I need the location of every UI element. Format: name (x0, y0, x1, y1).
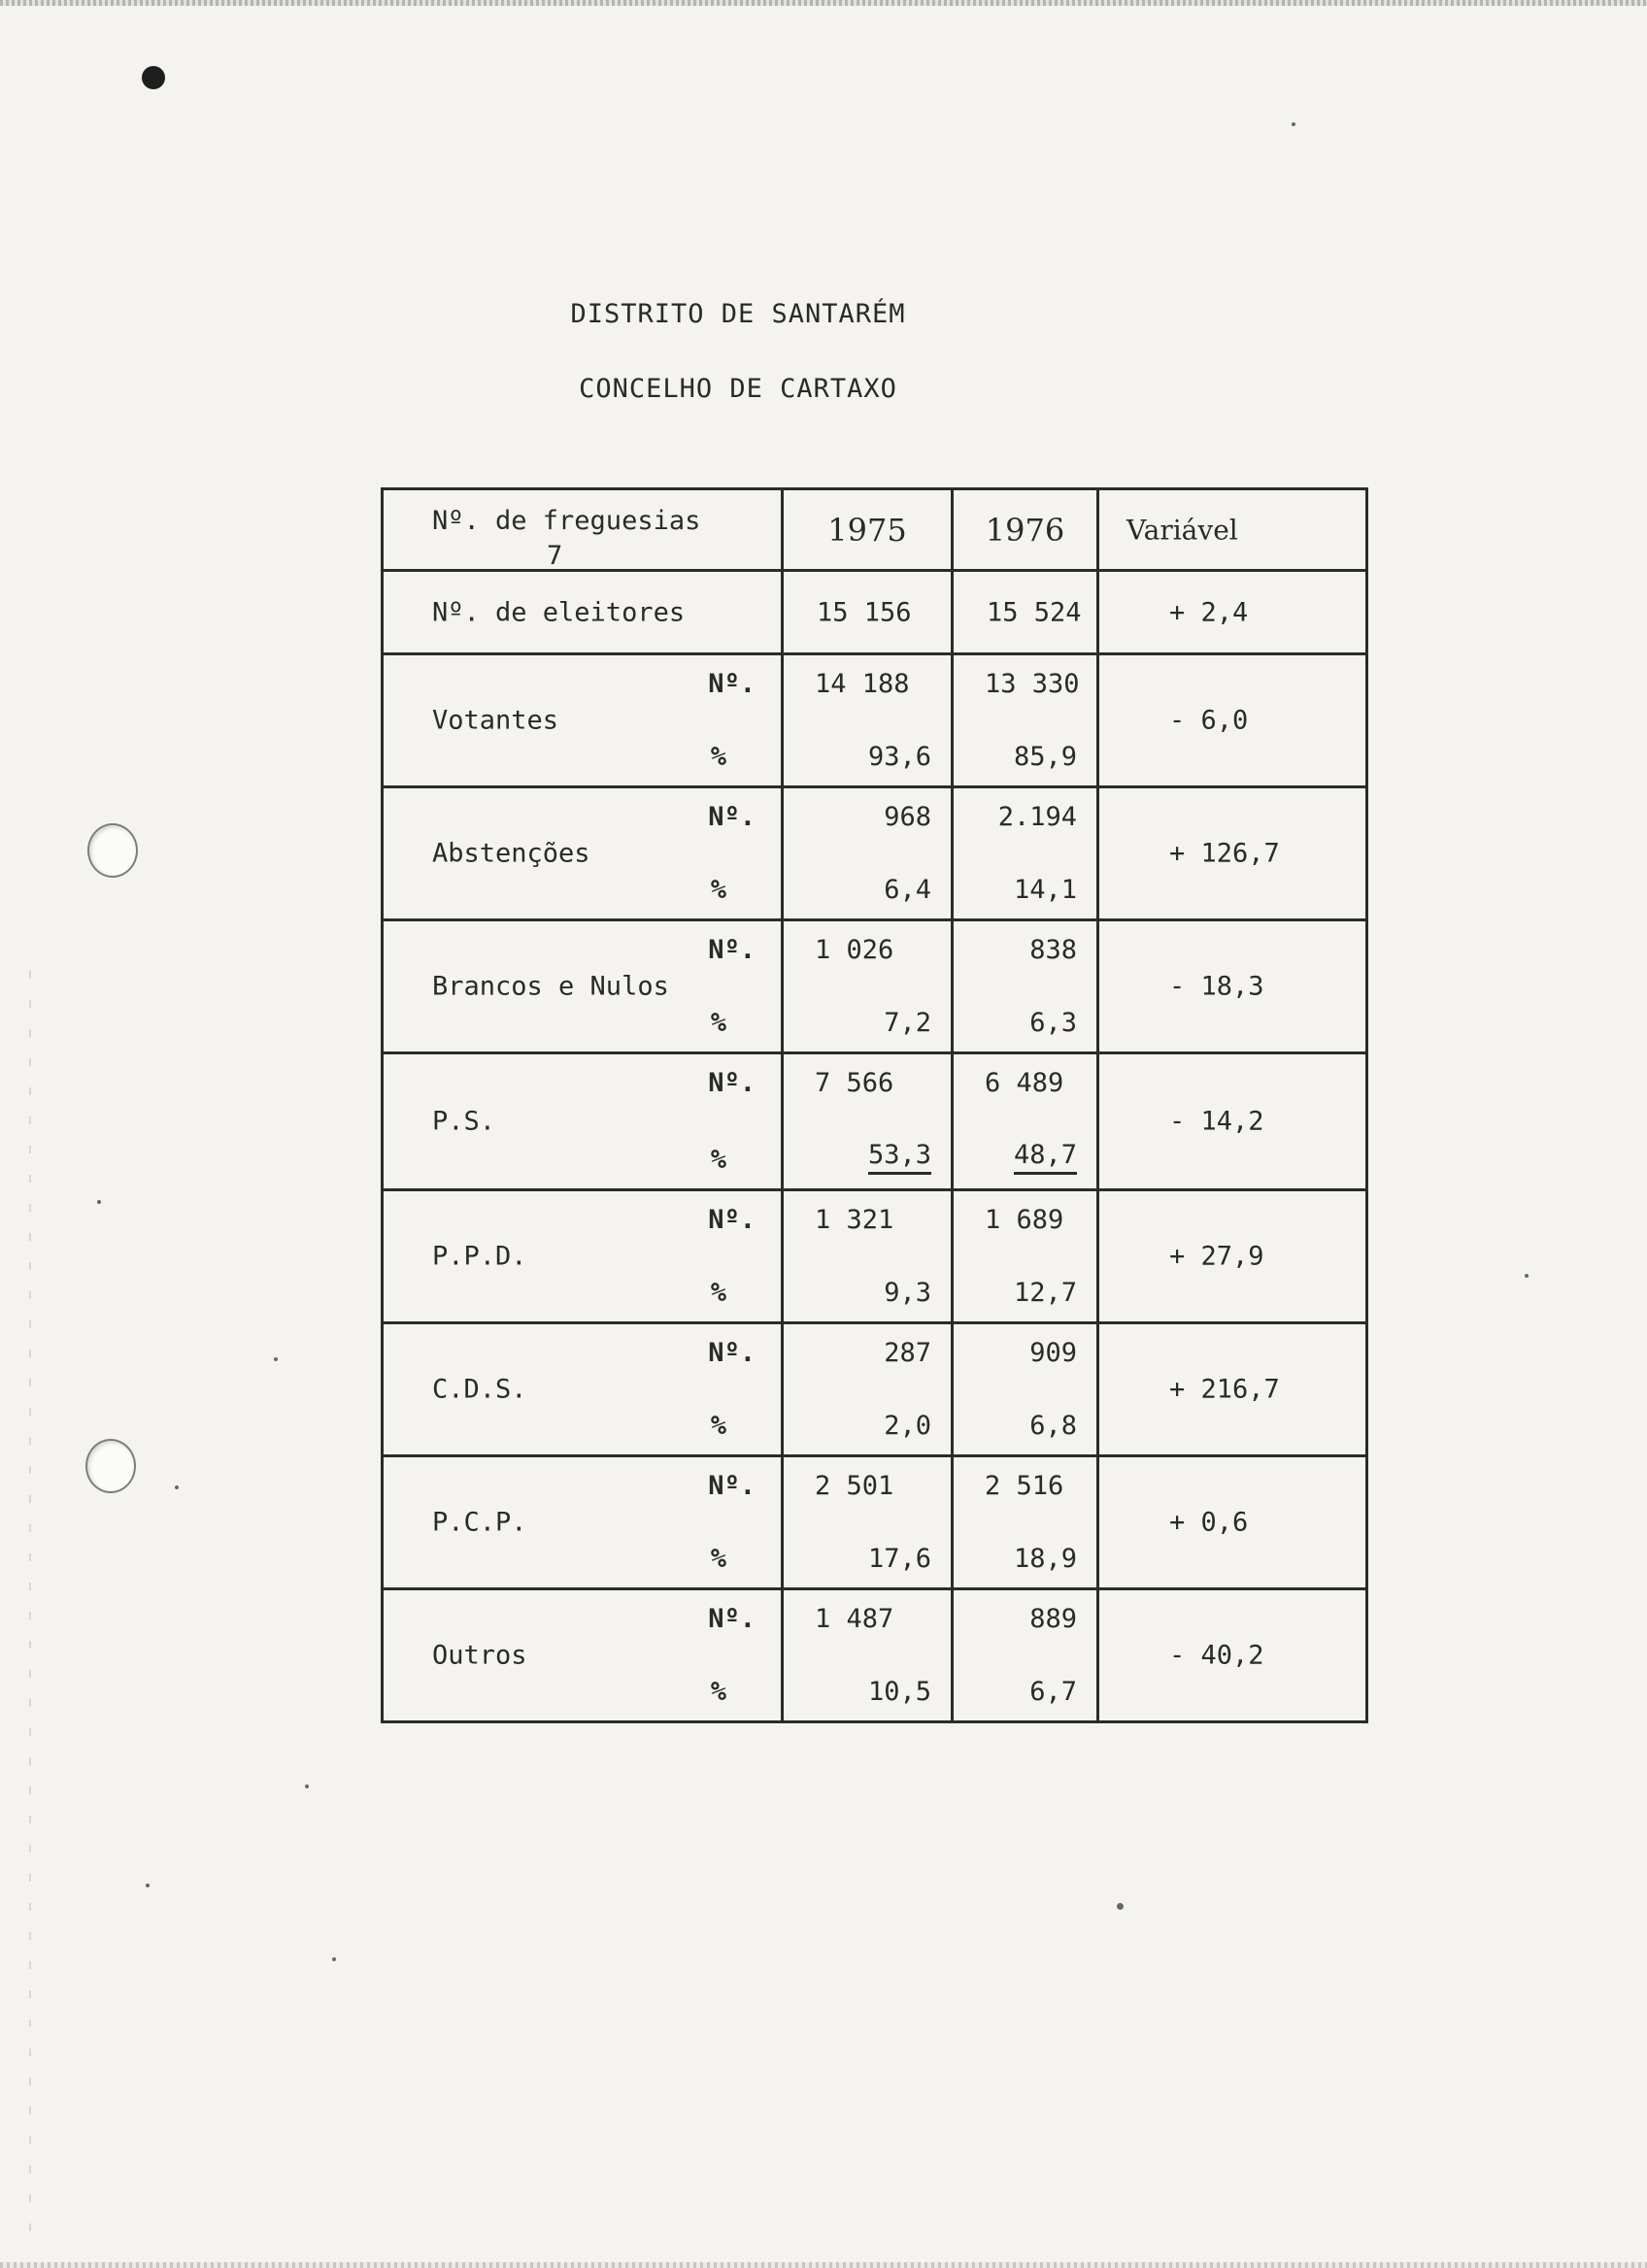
value-1975-cell (783, 787, 953, 920)
electors-label-cell (383, 571, 783, 654)
electors-1975: 15 156 (817, 597, 912, 627)
year-1975-label: 1975 (827, 511, 907, 549)
number-1975: 287 (884, 1338, 931, 1368)
row-label: Abstenções (432, 838, 590, 869)
number-1976: 2.194 (997, 802, 1077, 832)
percent-1975: 53,3 (868, 1140, 931, 1175)
variation-cell (1098, 787, 1367, 920)
variation-value: - 14,2 (1169, 1106, 1264, 1137)
table-row (383, 1456, 1367, 1589)
variation-cell (1098, 1323, 1367, 1456)
percent-1976: 6,7 (1029, 1677, 1077, 1707)
value-1976-cell (953, 920, 1098, 1053)
variation-value: + 216,7 (1169, 1374, 1280, 1405)
value-1975-cell (783, 654, 953, 787)
year-1976-label: 1976 (985, 511, 1065, 549)
number-1975: 968 (884, 802, 931, 832)
ink-blot (142, 66, 165, 89)
parishes-label: Nº. de freguesias (432, 506, 701, 536)
value-1976-cell (953, 1589, 1098, 1722)
speck (175, 1485, 179, 1489)
number-label: Nº. (708, 802, 756, 832)
row-label: C.D.S. (432, 1374, 527, 1405)
value-1975-cell (783, 1456, 953, 1589)
number-1976: 13 330 (985, 669, 1080, 699)
variation-value: + 0,6 (1169, 1507, 1249, 1538)
speck (146, 1884, 150, 1887)
value-1976-cell (953, 1053, 1098, 1190)
percent-1976: 14,1 (1013, 875, 1077, 905)
electors-variation-cell (1098, 571, 1367, 654)
scan-bottom-edge (0, 2262, 1647, 2268)
number-1975: 7 566 (815, 1068, 894, 1098)
number-label: Nº. (708, 669, 756, 699)
percent-label: % (710, 1544, 726, 1574)
punch-hole-bottom (85, 1439, 136, 1493)
percent-1975: 10,5 (867, 1677, 931, 1707)
percent-label: % (710, 875, 726, 905)
number-label: Nº. (708, 1604, 756, 1634)
row-label-cell (383, 920, 783, 1053)
value-1975-cell (783, 1589, 953, 1722)
value-1976-cell (953, 1456, 1098, 1589)
percent-label: % (710, 1278, 726, 1308)
table-row (383, 920, 1367, 1053)
number-1976: 889 (1029, 1604, 1077, 1634)
speck (1525, 1274, 1529, 1278)
value-1975-cell (783, 920, 953, 1053)
number-1976: 2 516 (985, 1471, 1064, 1501)
row-label: P.C.P. (432, 1507, 527, 1538)
table-row (383, 1323, 1367, 1456)
table-row (383, 654, 1367, 787)
speck (274, 1357, 278, 1361)
percent-1976: 6,8 (1029, 1411, 1077, 1441)
number-label: Nº. (708, 935, 756, 965)
number-1976: 1 689 (985, 1205, 1064, 1235)
number-label: Nº. (708, 1471, 756, 1501)
value-1976-cell (953, 1190, 1098, 1323)
row-label: P.S. (432, 1106, 496, 1137)
percent-1975: 6,4 (884, 875, 931, 905)
number-label: Nº. (708, 1205, 756, 1235)
percent-label: % (710, 1145, 726, 1175)
year-1975-header (783, 489, 953, 571)
value-1975-cell (783, 1190, 953, 1323)
electors-1976: 15 524 (987, 597, 1082, 627)
number-1976: 6 489 (985, 1068, 1064, 1098)
percent-label: % (710, 742, 726, 772)
variation-value: - 18,3 (1169, 971, 1264, 1002)
percent-1975: 2,0 (884, 1411, 931, 1441)
table-row (383, 1053, 1367, 1190)
district-title: DISTRITO DE SANTARÉM (570, 299, 906, 329)
number-label: Nº. (708, 1338, 756, 1368)
percent-1976: 85,9 (1013, 742, 1077, 772)
variation-cell (1098, 920, 1367, 1053)
variation-cell (1098, 1190, 1367, 1323)
table-row (383, 1190, 1367, 1323)
electors-1975-cell (783, 571, 953, 654)
variation-header (1098, 489, 1367, 571)
table-row (383, 787, 1367, 920)
percent-1975: 17,6 (867, 1544, 931, 1574)
scan-left-edge (29, 971, 31, 2252)
punch-hole-top (87, 823, 138, 878)
table-row (383, 1589, 1367, 1722)
number-1976: 838 (1029, 935, 1077, 965)
variation-value: - 40,2 (1169, 1640, 1264, 1671)
year-1976-header (953, 489, 1098, 571)
parishes-count: 7 (547, 541, 563, 571)
percent-1976: 12,7 (1013, 1278, 1077, 1308)
percent-1975: 93,6 (867, 742, 931, 772)
number-label: Nº. (708, 1068, 756, 1098)
scan-top-edge (0, 0, 1647, 6)
percent-label: % (710, 1008, 726, 1038)
percent-1976: 18,9 (1013, 1544, 1077, 1574)
percent-1975: 7,2 (884, 1008, 931, 1038)
row-label-cell (383, 1589, 783, 1722)
parishes-cell (383, 489, 783, 571)
number-1975: 1 026 (815, 935, 894, 965)
row-label-cell (383, 1323, 783, 1456)
speck (332, 1957, 336, 1961)
percent-1975: 9,3 (884, 1278, 931, 1308)
number-1975: 1 321 (815, 1205, 894, 1235)
number-1975: 14 188 (815, 669, 910, 699)
row-label-cell (383, 1053, 783, 1190)
variation-cell (1098, 1589, 1367, 1722)
row-label: P.P.D. (432, 1241, 527, 1272)
variation-value: + 126,7 (1169, 838, 1280, 869)
value-1976-cell (953, 787, 1098, 920)
variation-value: + 27,9 (1169, 1241, 1264, 1272)
electors-label: Nº. de eleitores (432, 597, 686, 627)
percent-label: % (710, 1677, 726, 1707)
row-label-cell (383, 654, 783, 787)
speck (1117, 1903, 1124, 1910)
variation-cell (1098, 654, 1367, 787)
number-1975: 1 487 (815, 1604, 894, 1634)
variation-cell (1098, 1456, 1367, 1589)
speck (97, 1200, 101, 1204)
number-1975: 2 501 (815, 1471, 894, 1501)
electors-row (383, 571, 1367, 654)
percent-label: % (710, 1411, 726, 1441)
electors-variation: + 2,4 (1169, 597, 1249, 627)
row-label: Outros (432, 1640, 527, 1671)
table-header-row (383, 489, 1367, 571)
row-label-cell (383, 1190, 783, 1323)
municipality-title: CONCELHO DE CARTAXO (579, 374, 897, 404)
percent-1976: 6,3 (1029, 1008, 1077, 1038)
row-label-cell (383, 787, 783, 920)
speck (1292, 122, 1295, 126)
row-label-cell (383, 1456, 783, 1589)
value-1975-cell (783, 1323, 953, 1456)
election-results-table (381, 487, 1368, 1723)
value-1976-cell (953, 654, 1098, 787)
value-1975-cell (783, 1053, 953, 1190)
value-1976-cell (953, 1323, 1098, 1456)
percent-1976: 48,7 (1014, 1140, 1077, 1175)
row-label: Brancos e Nulos (432, 971, 669, 1002)
row-label: Votantes (432, 705, 559, 736)
variation-value: - 6,0 (1169, 705, 1249, 736)
variation-label: Variável (1126, 514, 1238, 546)
speck (305, 1784, 309, 1788)
variation-cell (1098, 1053, 1367, 1190)
number-1976: 909 (1029, 1338, 1077, 1368)
electors-1976-cell (953, 571, 1098, 654)
